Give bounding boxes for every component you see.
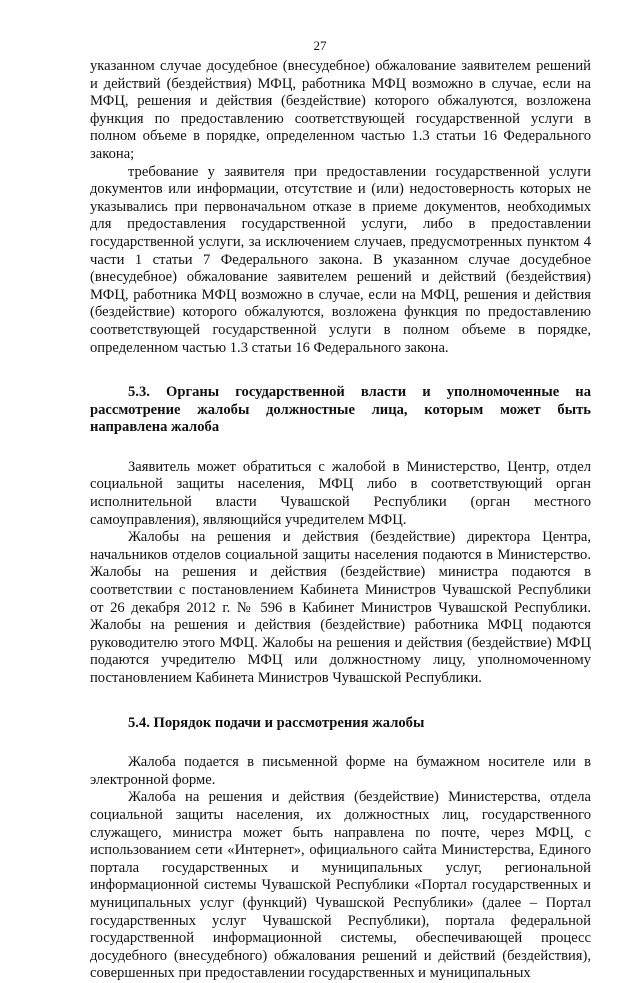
page-number: 27	[313, 38, 327, 53]
paragraph: Жалобы на решения и действия (бездействие) директора Центра, начальников отделов социальной защиты населения подаются в Министерство. Жалобы на решения и действия (бездействие) министра подаются в соответствии с постановлением Кабинета Министров Чувашской Республики от 26 декабря 2012 г. № 596 в Кабинет Министров Чувашской Республики. Жалобы на решения и действия (бездействие) работника МФЦ подаются руководителю этого МФЦ. Жалобы на решения и действия (бездействие) МФЦ подаются учредителю МФЦ или должностному лицу, уполномоченному постановлением Кабинета Министров Чувашской Республики.	[90, 529, 591, 686]
paragraph-continued: указанном случае досудебное (внесудебное) обжалование заявителем решений и действий (бездействия) МФЦ, работника МФЦ возможно в случае, если на МФЦ, решения и действия (бездействие) которого обжалуются, возложена функция по предоставлению соответствующей государственной услуги в полном объеме в порядке, определенном частью 1.3 статьи 16 Федерального закона;	[90, 58, 591, 162]
paragraph: Заявитель может обратиться с жалобой в Министерство, Центр, отдел социальной защиты населения, МФЦ либо в соответствующий орган исполнительной власти Чувашской Республики (орган местного самоуправления), являющийся учредителем МФЦ.	[90, 458, 591, 528]
section-heading-5-4: 5.4. Порядок подачи и рассмотрения жалобы	[128, 714, 425, 731]
paragraph: требование у заявителя при предоставлении государственной услуги документов или информации, отсутствие и (или) недостоверность которых не указывались при первоначальном отказе в приеме документов, необходимых для предоставления государственной услуги, либо в предоставлении государственной услуги, за исключением случаев, предусмотренных пунктом 4 части 1 статьи 7 Федерального закона. В указанном случае досудебное (внесудебное) обжалование заявителем решений и действий (бездействия) МФЦ, работника МФЦ возможно в случае, если на МФЦ, решения и действия (бездействие) которого обжалуются, возложена функция по предоставлению соответствующей государственной услуги в полном объеме в порядке, определенном частью 1.3 статьи 16 Федерального закона.	[90, 163, 591, 356]
page-body	[90, 58, 591, 983]
section-heading-5-3: 5.3. Органы государственной власти и уполномоченные на рассмотрение жалобы должностные лица, которым может быть направлена жалоба	[90, 384, 591, 436]
paragraph: Жалоба на решения и действия (бездействие) Министерства, отдела социальной защиты населения, их должностных лиц, государственного служащего, министра может быть направлена по почте, через МФЦ, с использованием сети «Интернет», официального сайта Министерства, Единого портала государственных и муниципальных услуг, региональной информационной системы Чувашской Республики «Портал государственных и муниципальных услуг (функций) Чувашской Республики» (далее – Портал государственных услуг Чувашской Республики), портала федеральной государственной информационной системы, обеспечивающей процесс досудебного (внесудебного) обжалования решений и действий (бездействия), совершенных при предоставлении государственных и муниципальных	[90, 789, 591, 982]
paragraph: Жалоба подается в письменной форме на бумажном носителе или в электронной форме.	[90, 754, 591, 788]
